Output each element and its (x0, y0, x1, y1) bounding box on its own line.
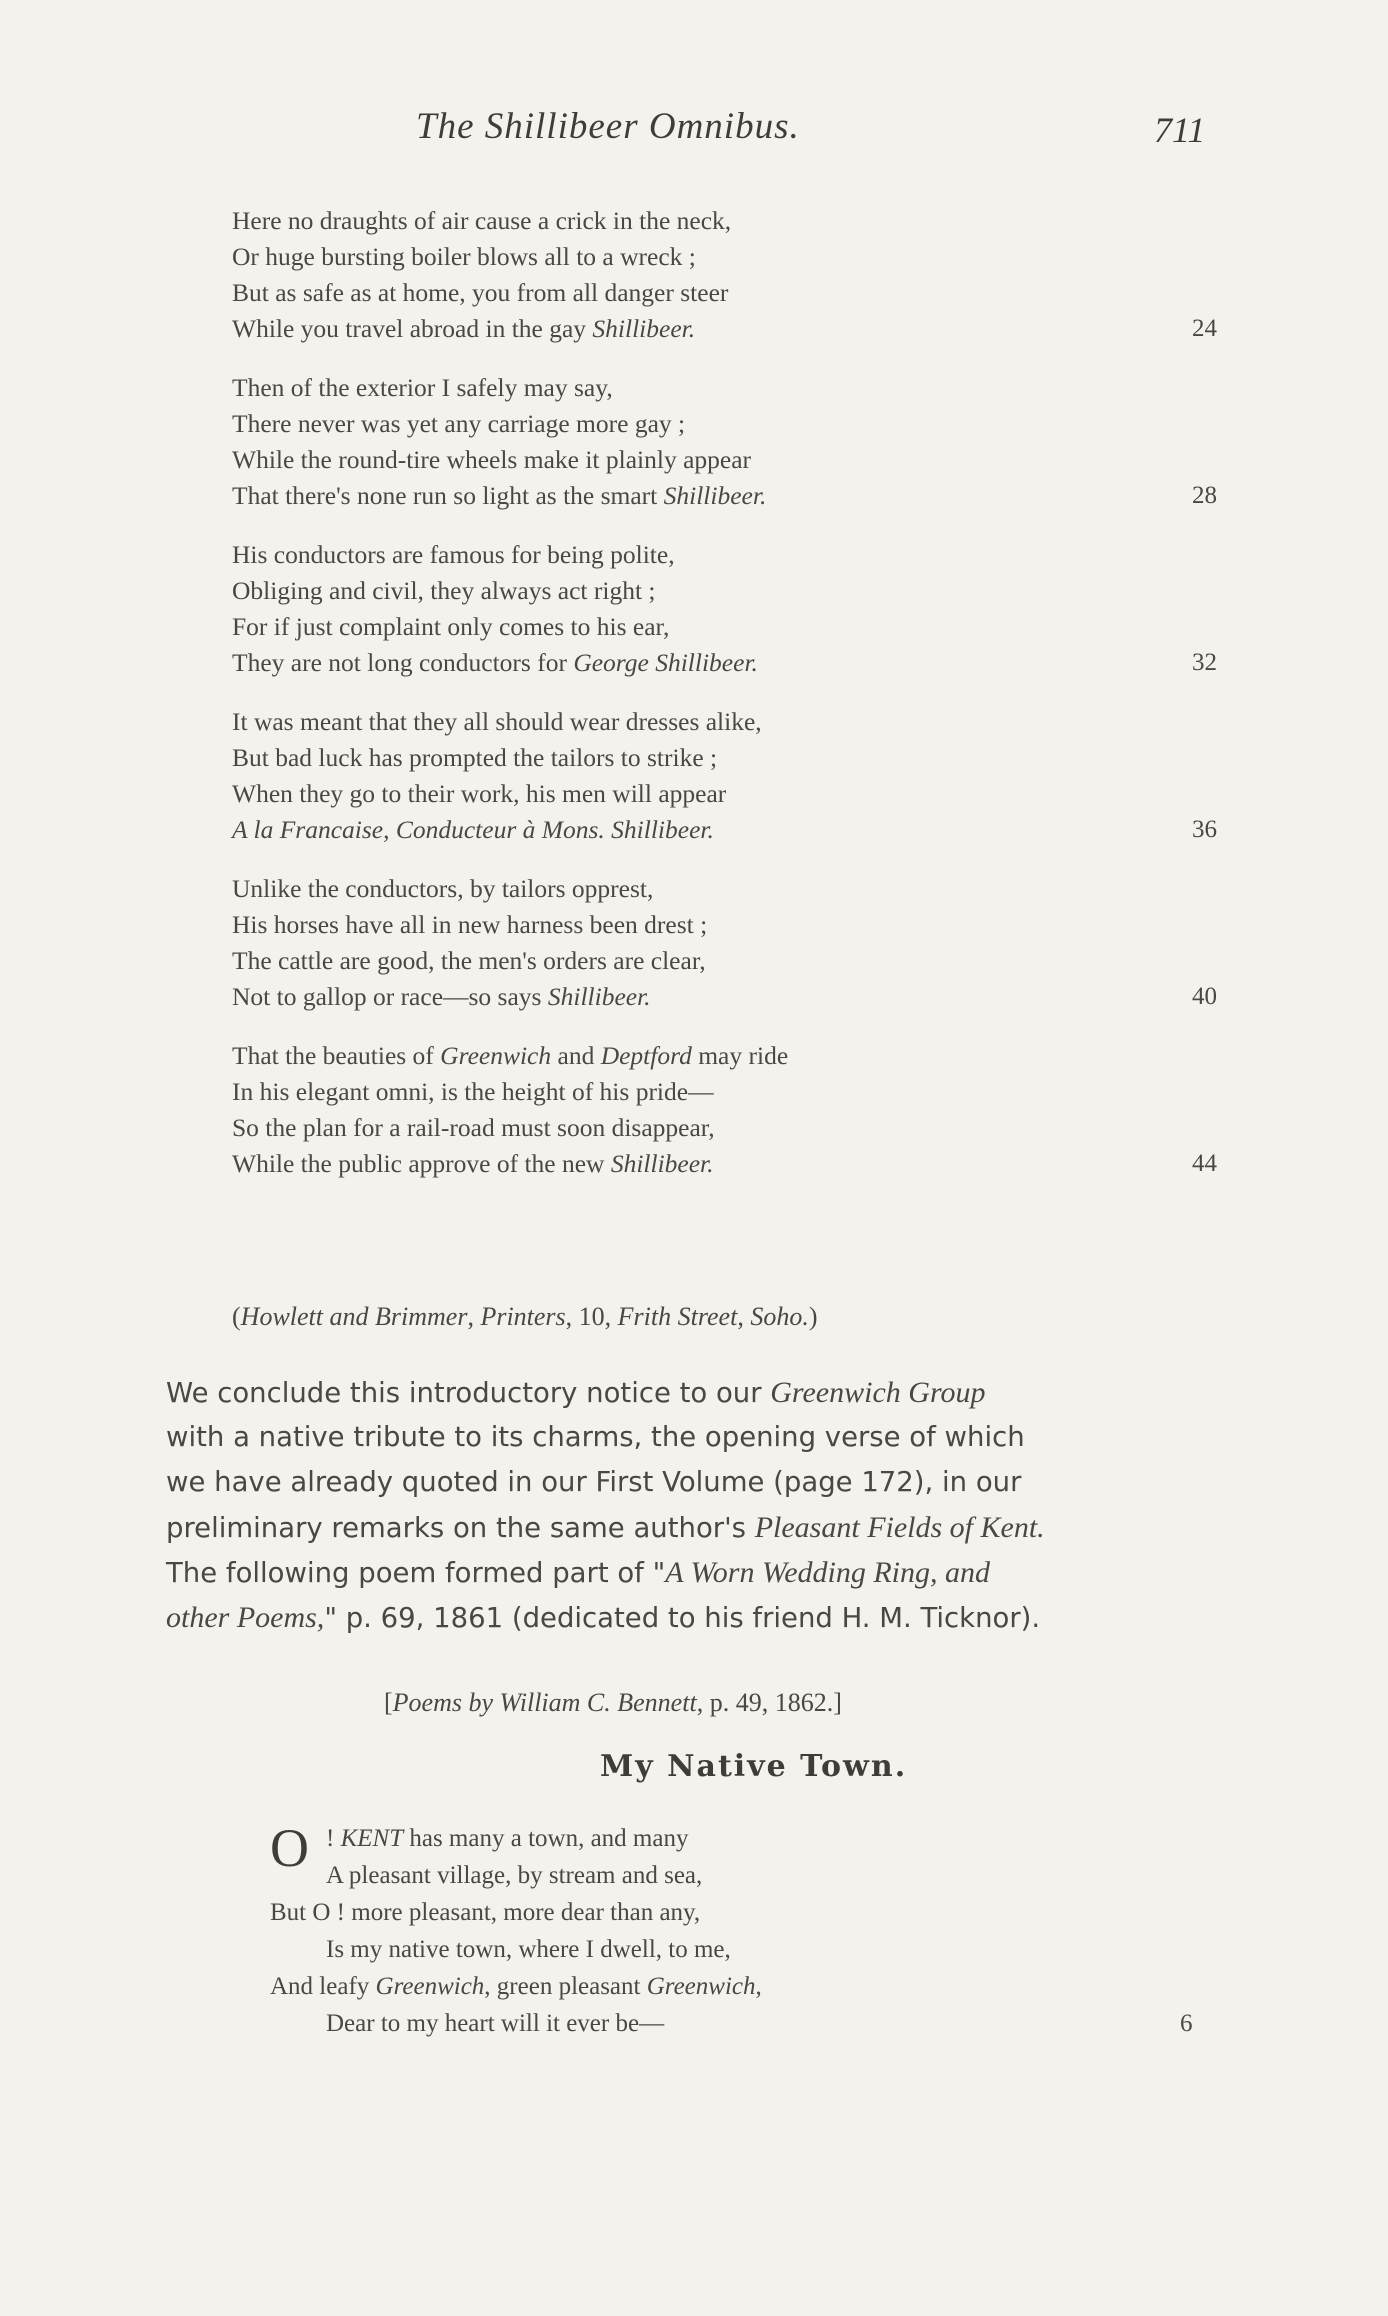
line-number: 44 (1192, 1150, 1217, 1177)
song-stanzas (232, 203, 1217, 1205)
italic-text: Frith Street (617, 1302, 738, 1331)
prose-line (166, 1505, 1216, 1550)
page-header (0, 105, 1388, 155)
italic-text: Pleasant Fields of Kent. (754, 1511, 1045, 1544)
drop-cap: O (270, 1818, 309, 1878)
line-number: 40 (1192, 983, 1217, 1010)
text-run: " p. 69, 1861 (dedicated to his friend H. M. Ticknor). (324, 1602, 1041, 1634)
italic-text: Greenwich (440, 1041, 552, 1070)
verse-line (232, 1146, 1217, 1182)
italic-text: Shillibeer. (663, 481, 767, 510)
text-run: His horses have all in new harness been drest ; (232, 910, 708, 939)
italic-text: Soho. (750, 1302, 809, 1331)
text-run: There never was yet any carriage more gay ; (232, 409, 686, 438)
text-run: Unlike the conductors, by tailors opprest, (232, 874, 654, 903)
italic-text: Shillibeer. (610, 1149, 714, 1178)
text-run: And leafy (270, 1973, 376, 2000)
italic-text: Shillibeer. (592, 314, 696, 343)
running-title: The Shillibeer Omnibus. (416, 106, 800, 147)
verse-line (270, 1857, 1230, 1894)
verse-line (232, 275, 1212, 311)
printer-colophon (232, 1302, 817, 1332)
stanza (232, 871, 1217, 1015)
text-run: with a native tribute to its charms, the opening verse of which (166, 1421, 1025, 1453)
text-run: , (737, 1302, 751, 1331)
verse-line (232, 943, 1212, 979)
italic-text: A la Francaise, Conducteur à Mons. Shillibeer. (232, 815, 714, 844)
text-run: But O ! more pleasant, more dear than any, (270, 1899, 701, 1926)
italic-text: Shillibeer. (547, 982, 651, 1011)
text-run: ! (326, 1825, 341, 1852)
verse-line (232, 812, 1217, 848)
stanza (232, 370, 1217, 514)
text-run: , 10, (565, 1302, 618, 1331)
prose-line (166, 1415, 1216, 1460)
verse-line (232, 1074, 1212, 1110)
line-number: 6 (1180, 2010, 1193, 2037)
text-run: Not to gallop or race—so says (232, 982, 548, 1011)
text-run: But bad luck has prompted the tailors to strike ; (232, 743, 718, 772)
verse-line (232, 645, 1217, 681)
italic-text: other Poems, (166, 1601, 325, 1634)
text-run: , green pleasant (484, 1973, 647, 2000)
stanza (232, 704, 1217, 848)
text-run: Then of the exterior I safely may say, (232, 373, 613, 402)
prose-line (166, 1550, 1216, 1595)
text-run: While you travel abroad in the gay (232, 314, 593, 343)
line-number: 36 (1192, 816, 1217, 843)
text-run: , (755, 1973, 762, 2000)
text-run: , p. 49, 1862.] (696, 1688, 842, 1717)
text-run: ( (232, 1302, 241, 1331)
verse-line (270, 2005, 1230, 2042)
verse-line (232, 1038, 1212, 1074)
verse-line (232, 406, 1212, 442)
italic-text: Greenwich (646, 1973, 756, 2000)
prose-paragraph (166, 1370, 1216, 1640)
verse-line (232, 776, 1212, 812)
text-run: Dear to my heart will it ever be— (326, 2010, 665, 2037)
text-run: [ (384, 1688, 393, 1717)
verse-line (270, 1931, 1230, 1968)
verse-line (232, 537, 1212, 573)
text-run: and (551, 1041, 601, 1070)
poem-native-town (270, 1820, 1230, 2042)
text-run: , (467, 1302, 481, 1331)
text-run: While the public approve of the new (232, 1149, 611, 1178)
text-run: Is my native town, where I dwell, to me, (326, 1936, 731, 1963)
italic-text: Printers (480, 1302, 566, 1331)
text-run: When they go to their work, his men will appear (232, 779, 727, 808)
verse-line (232, 871, 1212, 907)
text-run: They are not long conductors for (232, 648, 574, 677)
italic-text: Howlett and Brimmer (240, 1302, 468, 1331)
verse-line (270, 1894, 1230, 1931)
text-run: The following poem formed part of " (166, 1557, 666, 1589)
text-run: His conductors are famous for being polite, (232, 540, 675, 569)
prose-line (166, 1595, 1216, 1640)
text-run: may ride (691, 1041, 789, 1070)
text-run: That the beauties of (232, 1041, 441, 1070)
line-number: 24 (1192, 315, 1217, 342)
line-number: 32 (1192, 649, 1217, 676)
line-number: 28 (1192, 482, 1217, 509)
verse-line (232, 704, 1212, 740)
text-run: The cattle are good, the men's orders are clear, (232, 946, 706, 975)
verse-line (232, 979, 1217, 1015)
text-run: has many a town, and many (403, 1825, 689, 1852)
prose-line (166, 1370, 1216, 1415)
verse-line (232, 239, 1212, 275)
text-run: ) (808, 1302, 818, 1331)
verse-line (232, 907, 1212, 943)
italic-text: Poems by William C. Bennett (392, 1688, 697, 1717)
text-run: It was meant that they all should wear dresses alike, (232, 707, 762, 736)
page-number: 711 (1154, 110, 1206, 150)
stanza (232, 537, 1217, 681)
stanza (232, 1038, 1217, 1182)
verse-line (232, 442, 1212, 478)
stanza (232, 203, 1217, 347)
verse-line (232, 573, 1212, 609)
verse-line (232, 311, 1217, 347)
prose-line (166, 1460, 1216, 1505)
verse-line (232, 370, 1212, 406)
verse-line (232, 609, 1212, 645)
poem-title: My Native Town. (600, 1749, 908, 1784)
italic-text: KENT (340, 1825, 404, 1852)
italic-text: Greenwich (375, 1973, 485, 2000)
italic-text: Greenwich Group (770, 1376, 986, 1409)
text-run: A pleasant village, by stream and sea, (326, 1862, 703, 1889)
verse-line (232, 740, 1212, 776)
text-run: Here no draughts of air cause a crick in the neck, (232, 206, 732, 235)
verse-line (232, 478, 1217, 514)
text-run: But as safe as at home, you from all danger steer (232, 278, 729, 307)
verse-line (232, 203, 1212, 239)
text-run: In his elegant omni, is the height of his pride— (232, 1077, 714, 1106)
poem-source-citation (384, 1688, 842, 1718)
text-run: Obliging and civil, they always act right ; (232, 576, 656, 605)
verse-line (270, 1968, 1230, 2005)
verse-line (270, 1820, 1230, 1857)
text-run: preliminary remarks on the same author's (166, 1512, 755, 1544)
italic-text: A Worn Wedding Ring, and (665, 1556, 991, 1589)
text-run: Or huge bursting boiler blows all to a wreck ; (232, 242, 696, 271)
text-run: While the round-tire wheels make it plainly appear (232, 445, 752, 474)
text-run: We conclude this introductory notice to our (166, 1377, 771, 1409)
text-run: That there's none run so light as the smart (232, 481, 664, 510)
verse-line (232, 1110, 1212, 1146)
text-run: For if just complaint only comes to his ear, (232, 612, 670, 641)
italic-text: George Shillibeer. (573, 648, 758, 677)
italic-text: Deptford (600, 1041, 692, 1070)
text-run: So the plan for a rail-road must soon disappear, (232, 1113, 715, 1142)
text-run: we have already quoted in our First Volume (page 172), in our (166, 1466, 1022, 1498)
